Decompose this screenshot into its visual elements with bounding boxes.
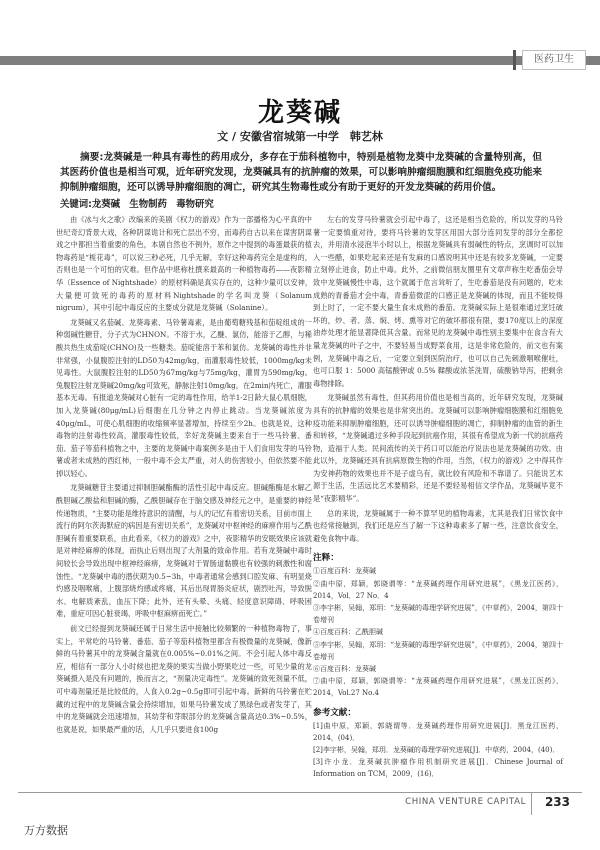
note-item: ②曲中原，郑颖，郭晓谓等：“龙葵碱药理作用研究进展”，《黑龙江医药》，2014，Vol．27 No．4 xyxy=(313,579,563,600)
note-item: ⑦曲中原，郑颖，郭晓谓等：“龙葵碱药理作用研究进展”，《黑龙江医药》，2014，Vol.27 No.4 xyxy=(313,677,563,698)
body-paragraph: 总的来说，龙葵碱属于一种不算罕见的植物毒素，尤其是我们日常饮食中也经常接触到，我们还是应当了解一下这种毒素多了解一些，注意饮食安全，避免食物中毒。 xyxy=(313,508,563,543)
right-column xyxy=(313,214,563,781)
page-number: 233 xyxy=(544,795,570,809)
reference-item: [2]李宇彬，吴翰，郑玥．龙葵碱的毒理学研究进展[J]．中草药，2004，(40)． xyxy=(313,746,560,755)
magazine-name: CHINA VENTURE CAPITAL xyxy=(405,797,526,807)
body-paragraph: 由《冰与火之歌》改编来的美剧《权力的游戏》作为一部播格为心平真的中世纪奇幻背景大戏，各种阴谋诡计和死亡层出不穷，而毒药自古以来在谋害阴谋戏之中都担当着重要的角色，本剧自然也不例外，原作之中提到的毒蛋最获的植物毒药是“栀花毒”，可以说三秒必死，几乎无解，幸好这种毒药完全是虚构的，否则也是一个可怕的灾难。但作品中堪称杜撰来最高的一种植物毒药——夜影精华（Essence of Nightshade）的原材料确是真实存在的，这种少量可以安神，大量便可致死的毒药的原材料Nightshade的学名叫龙葵（Solanum nigrum），其中引起中毒反应的主要成分就是龙葵碱（Solanine）。 xyxy=(56,215,313,313)
body-paragraph: 龙葵碱糖苷主要通过抑制胆碱酯酶的活性引起中毒反应。胆碱酯酶是水解乙酰胆碱乙酸盐和胆碱的酶，乙酰胆碱存在于脑交感及神经元之中，是重要的神经传递物质，“主要功能是维持意识的清醒，与人的记忆有着密切关系，目前市面上流行的阿尔茨海默症的病因是有密切关系”，龙葵碱对中枢神经的麻痹作用与乙酰胆碱有着重要联系，由此看来，《权力的游戏》之中，夜影精华的安眠效果应该就是对神经麻痹的体现，而执止后则出现了大剂量的致命作用。若有龙葵碱中毒时间较长会导致出现中枢神经麻痹，龙葵碱对于胃肠道黏膜也有较强的刺激性和腐蚀性。“龙葵碱中毒的潜伏期为0.5~3h，中毒者通常会感到口腔发麻、有明显烧灼感及咽喉痛，上腹部烧灼感或疼痛，其后出现胃肠炎症状，剧烈吐泻，导致脱水、电解质紊乱，血压下降；此外，还有头晕、头痛、轻度意识障碍、呼吸困难，重症可因心脏衰竭、呼吸中枢麻痹而死亡。” xyxy=(56,483,312,619)
body-paragraph: 龙葵碱虽然有毒性，但其药用价值也是相当高的，近年研究发现，龙葵碱具有的抗肿瘤的效果也是非常突出的。龙葵碱可以影响肿瘤细胞膜和红细胞免疫功能来抑制肿瘤细胞，还可以诱导肿瘤细胞的凋亡，抑制肿瘤的血管的新生和转移，“龙葵碱通过多种手段起到抗癌作用，其很有希望成为新一代的抗癌药物，造福于人类。民间流传的关于药口可以能治疗说法也是龙葵碱的功效。由此以外，龙葵碱还具有抗病原微生物的作用，当然，《权力的游戏》之中得其作为安神药物的效果也并不是子虚乌有，就比较有风险和不靠谱了。只能说艺术源于生活，生活远比艺术要精彩，还是不要轻易相信文学作品，龙葵碱毕竟不是“夜影精华”。 xyxy=(313,393,563,504)
header-bar xyxy=(0,56,600,65)
note-item: ⑥百度百科：龙葵碱 xyxy=(313,665,376,674)
note-item: ⑤李宇彬，吴翰，郑玥：“龙葵碱的毒理学研究进展”，《中草药》，2004，第四十卷增刊 xyxy=(313,640,563,661)
publisher-watermark: 万方数据 xyxy=(24,824,68,837)
left-column xyxy=(56,214,312,738)
article-title: 龙葵碱 xyxy=(257,98,342,128)
keywords: 关键词:龙葵碱 生物制药 毒物研究 xyxy=(60,199,214,210)
notes-list xyxy=(313,565,563,699)
references-heading: 参考文献： xyxy=(313,707,356,718)
note-item: ④百度百科：乙酰胆碱 xyxy=(313,628,383,637)
footer-rule xyxy=(18,792,582,793)
reference-item: [3]许小龙．龙葵碱抗肿瘤作用机制研究进展[J]．Chinese Journal of Information on TCM，2009，(16)． xyxy=(313,758,563,779)
note-item: ③李宇彬，吴翰，郑玥：“龙葵碱的毒理学研究进展”，《中草药》，2004，第四十卷增刊 xyxy=(313,604,563,625)
notes-heading: 注释： xyxy=(313,553,339,564)
section-label: 医药卫生 xyxy=(522,50,586,70)
section-tab-marker xyxy=(513,50,516,70)
body-paragraph: 前文已经提到龙葵碱还属于日常生活中接触比较频繁的一种植物毒物了，事实上，平常吃的马铃薯、番茄、茄子等茄科植物里都含有极微量的龙葵碱，像新鲜的马铃薯其中的龙葵碱含量就在0.005%~0.01%之间。不会引起人体中毒反应，相信有一部分人小时候也把龙葵的果实当做小野果吃过一些，可见少量的龙葵碱摄入是没有问题的，换而言之，“剂量决定毒性”。龙葵碱的致死剂量不低，可中毒剂量还是比较低的，人食入0.2g~0.5g即可引起中毒。新鲜的马铃薯在贮藏的过程中的龙葵碱含量会持续增加，如果马铃薯发成了黑绿色或者发芽了，其中的龙葵碱就会迅速增加，其幼芽和芽眼部分的龙葵碱含量高达0.3%~0.5%，也就是说，如果最严重的话，人几乎只要进食100g xyxy=(56,624,312,734)
note-item: ①百度百科：龙葵碱 xyxy=(313,567,376,576)
footer-divider xyxy=(531,793,532,815)
body-paragraph: 龙葵碱又名茄碱、龙葵毒素、马铃薯毒素，是由葡萄糖残基和茄啶组成的一种弱碱性糖苷，分子式为CHNON。不溶于水，乙醚、氯仿，能溶于乙醇，与稀酸共热生成茄啶(CHNO)及一些糖类。茄啶能溶于苯和氯仿。龙葵碱的毒性并非非常强，小鼠腹腔注射的LD50为42mg/kg，而灌服毒性较低，1000mg/kg未见毒性。大鼠腹腔注射的LD50为67mg/kg与75mg/kg，灌胃为590mg/kg。兔腹腔注射龙葵碱20mg/kg可致死，静脉注射10mg/kg，在2min内死亡，灌服基本无毒。有报道龙葵碱对心脏有一定的毒性作用，给羊1-2日龄大鼠心肌细胞，加入龙葵碱(80μg/mL)后细胞在几分钟之内停止跳动。当龙葵碱浓度为40μg/mL，可使心肌细胞的收缩频率显著增加，持续至少2h。也就是说，这种毒物的注射毒性较高，灌服毒性较低，幸好龙葵碱主要来自于一些马铃薯、番茄、茄子等茄科植物之中，主要的龙葵碱中毒案例多是由于人们食用发芽的马铃薯或者未成熟的西红柿，一般中毒不会太严重，对人的伤害较小，但依然要不能掉以轻心。 xyxy=(56,317,312,478)
author-byline: 文 / 安徽省宿城第一中学 韩艺林 xyxy=(217,130,383,143)
body-paragraph: 左右的发芽马铃薯就会引起中毒了，这还是相当危险的，所以发芽的马铃薯一定要慎重对待，要将马铃薯的发芽区用国大部分连同发芽的部分全都挖去，并用清水浸泡半小时以上，根据龙葵碱具有弱碱性的特点，烹调时可以加入一些醋，如果吃起来还是有发麻的口感说明其中还是有较多龙葵碱，一定要立刻停止进食，防止中毒。此外，之前微信朋友圈里有文章声称生吃番茄会导致中龙葵碱慢性中毒，这个就属于危言耸听了，生吃番茄是没有问题的，吃未成熟的青番茄才会中毒，青番茄微涩的口感正是龙葵碱的体现，而且不能咬得到上时了，一定不要大量生食未成熟的番茄。龙葵碱实际上是很难通过烹饪破坏的，炒、者、蒸、焖、烤、熏等对它的破坏都很有限，要170度以上的深度油炸处理才能显著降低其含量。而常见的龙葵碱中毒性别主要集中在食含有大量龙葵碱的叶子之中，不要轻易当成野菜食用，这是非常危险的，前文也有案例，龙葵碱中毒之后，一定要立刻到医院治疗，也可以自己先刺激咽喉催吐，也可口服 1：5000 高锰酸钾或 0.5% 鞣酸或浓茶洗胃，硫酸钠导泻，把剩余毒物排除。 xyxy=(313,215,563,388)
abstract: 摘要:龙葵碱是一种具有毒性的药用成分，多存在于茄科植物中，特别是植物龙葵中龙葵碱的含量特别高，但其医药价值也是相当可观，近年研究发现，龙葵碱具有的抗肿瘤的效果，可以影响肿瘤细胞膜和红细胞免疫功能来抑制肿瘤细胞，还可以诱导肿瘤细胞的凋亡，研究其生物毒性或分有助于更好的开发龙葵碱的药用价值。 xyxy=(60,152,542,193)
reference-item: [1]曲中原，郑颖，郭晓谓等．龙葵碱药理作用研究进展[J]．黑龙江医药，2014，(04)． xyxy=(313,721,563,742)
references-list xyxy=(313,720,563,781)
